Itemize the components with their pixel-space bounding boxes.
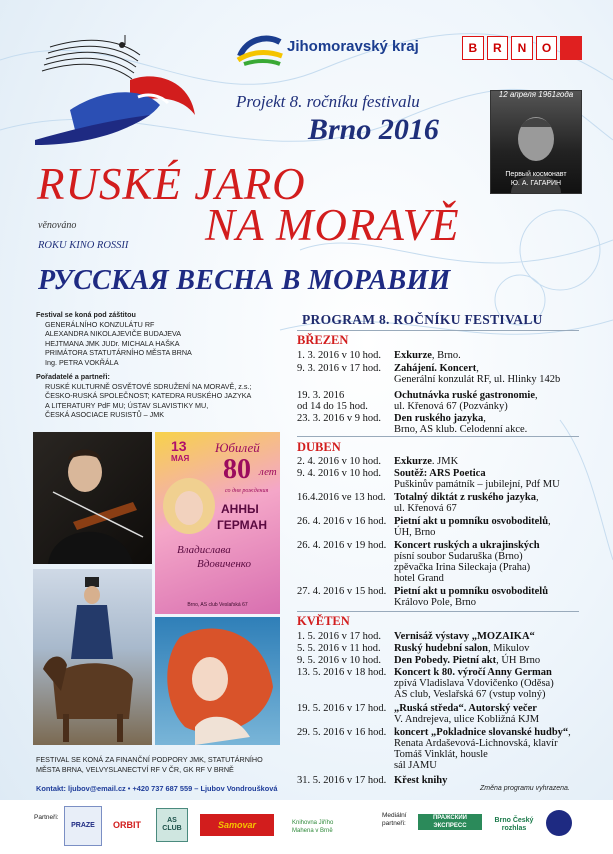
contact-line: Kontakt: ljubov@email.cz • +420 737 687 559 – Ljubov Vondroušková	[36, 784, 278, 793]
event-detail: ÚH, Brno	[394, 527, 436, 538]
support-line: MĚSTA BRNA, VELVYSLANECTVÍ RF V ČR, GK RF V BRNĚ	[36, 764, 234, 774]
brno-logo	[462, 36, 582, 62]
anna-german-poster	[155, 432, 280, 614]
event-text: . JMK	[431, 456, 459, 467]
patronage-title: Festival se koná pod záštitou	[36, 310, 136, 319]
event-title: Ochutnávka ruské gastronomie	[394, 390, 535, 401]
brno-bar	[560, 36, 582, 60]
event-detail: Generální konzulát RF, ul. Hlinky 142b	[394, 374, 561, 385]
organizer: RUSKÉ KULTURNĚ OSVĚTOVÉ SDRUŽENÍ NA MORAVĚ, z.s.;	[45, 381, 252, 391]
event-detail: písní soubor Sudaruška (Brno)	[394, 551, 523, 562]
event-date: 26. 4. 2016 v 16 hod.	[297, 516, 387, 527]
poster-80: 80	[223, 454, 251, 485]
poster-name-2: ГЕРМАН	[217, 518, 267, 532]
poster-name-1: АННЫ	[221, 502, 259, 516]
event-date: 19. 3. 2016	[297, 390, 345, 401]
red-hair-portrait	[155, 617, 280, 745]
event-title: Ruský hudební salon	[394, 643, 488, 654]
patronage-block	[36, 310, 286, 420]
event-detail: Brno, AS klub. Celodenní akce.	[394, 424, 528, 435]
event-detail: ul. Křenová 67 (Pozvánky)	[394, 401, 508, 412]
caption-line: Ю. А. ГАГАРИН	[510, 180, 562, 187]
caption-line: Первый космонавт	[505, 171, 567, 178]
media-partners-label: Mediální partneři:	[382, 812, 407, 827]
event-date: 9. 5. 2016 v 10 hod.	[297, 655, 381, 666]
event-detail: Královo Pole, Brno	[394, 597, 476, 608]
event-title: Zahájení. Koncert	[394, 363, 477, 374]
event-title: Vernisáž výstavy „MOZAIKA“	[394, 631, 535, 642]
event-title: Exkurze	[394, 350, 432, 361]
bird-music-logo	[30, 35, 205, 150]
poster-venue: Brno, AS club Veslařská 67	[187, 602, 248, 608]
event-date: 19. 5. 2016 v 17 hod.	[297, 703, 387, 714]
event-date: 9. 3. 2016 v 17 hod.	[297, 363, 381, 374]
event-title: Totalný diktát z ruského jazyka	[394, 492, 536, 503]
project-line: Projekt 8. ročníku festivalu	[236, 92, 420, 111]
brno-letter: B	[462, 36, 484, 60]
poster-jubilee: Юбилей	[215, 440, 260, 455]
divider	[297, 436, 579, 437]
event-title: „Ruská středa“. Autorský večer	[394, 703, 537, 714]
event-date: 29. 5. 2016 v 16 hod.	[297, 727, 387, 738]
organizer: A LITERATURY PdF MU; ÚSTAV SLAVISTIKY MU,	[45, 400, 209, 410]
event-title: Den ruského jazyka	[394, 413, 484, 424]
russian-title: РУССКАЯ ВЕСНА В МОРАВИИ	[38, 265, 451, 296]
event-detail: Tomáš Vinklát, housle	[394, 749, 488, 760]
event-date: 2. 4. 2016 v 10 hod.	[297, 456, 381, 467]
brno-letter: R	[487, 36, 509, 60]
organizers-title: Pořadatelé a partneři:	[36, 372, 110, 381]
patron: GENERÁLNÍHO KONZULÁTU RF	[45, 319, 155, 329]
organizer: ČESKÁ ASOCIACE RUSISTŮ – JMK	[45, 410, 165, 419]
event-date: 31. 5. 2016 v 17 hod.	[297, 775, 387, 786]
poster-month: МАЯ	[171, 454, 190, 463]
event-time: od 14 do 15 hod.	[297, 401, 368, 412]
event-title: koncert „Pokladnice slovanské hudby“	[394, 727, 569, 738]
event-date: 16.4.2016 ve 13 hod.	[297, 492, 386, 503]
patron: PRIMÁTORA STATUTÁRNÍHO MĚSTA BRNA	[45, 348, 192, 357]
event-detail: AS club, Veslařská 67 (vstup volný)	[394, 689, 546, 700]
poster-day: 13	[171, 438, 187, 454]
media-logo: ПРАЖСКИЙ ЭКСПРЕСС	[418, 814, 482, 830]
event-date: 26. 4. 2016 v 19 hod.	[297, 540, 387, 551]
divider	[297, 611, 579, 612]
media-emblem-icon	[546, 810, 572, 836]
partner-logo: Samovar	[200, 814, 274, 836]
event-text: , Brno.	[431, 350, 461, 361]
event-date: 5. 5. 2016 v 11 hod.	[297, 643, 381, 654]
event-date: 23. 3. 2016 v 9 hod.	[297, 413, 381, 424]
event-date: 13. 5. 2016 v 18 hod.	[297, 667, 387, 678]
program-title: PROGRAM 8. ROČNÍKU FESTIVALU	[302, 312, 543, 327]
month-heading: DUBEN	[297, 440, 341, 454]
organizer: ČESKO-RUSKÁ SPOLEČNOST; KATEDRA RUSKÉHO JAZYKA	[45, 391, 252, 400]
patron: ALEXANDRA NIKOLAJEVIČE BUDAJEVA	[45, 329, 182, 338]
event-text: ,	[548, 516, 551, 527]
event-detail: Renata Ardaševová-Lichnovská, klavír	[394, 738, 558, 749]
singer-portrait	[159, 476, 219, 536]
media-logo: Brno Český rozhlas	[494, 817, 534, 832]
poster-since-birth: со дня рождения	[225, 488, 269, 494]
event-detail: ul. Křenová 67	[394, 503, 457, 514]
event-title: Koncert k 80. výročí Anny German	[394, 667, 552, 678]
event-text: ,	[568, 727, 571, 738]
event-title: Exkurze	[394, 456, 432, 467]
event-text: , Mikulov	[487, 643, 530, 654]
brno-letter: O	[536, 36, 558, 60]
event-text: ,	[476, 363, 479, 374]
event-title: Pietní akt u pomníku osvoboditelů	[394, 516, 549, 527]
cossack-horse-photo	[33, 569, 152, 745]
event-detail: zpívá Vladislava Vdovičenko (Oděsa)	[394, 678, 554, 689]
event-date: 1. 3. 2016 v 10 hod.	[297, 350, 381, 361]
title-line-1: RUSKÉ JARO	[37, 159, 306, 209]
event-date: 27. 4. 2016 v 15 hod.	[297, 586, 387, 597]
event-detail: hotel Grand	[394, 573, 444, 584]
violinist-photo	[33, 432, 152, 564]
photo-caption-bottom	[492, 170, 580, 188]
poster-singer-1: Владислава	[177, 544, 231, 556]
partner-logo: ORBIT	[113, 820, 141, 830]
support-line: FESTIVAL SE KONÁ ZA FINANČNÍ PODPORY JMK, STATUTÁRNÍHO	[36, 755, 263, 764]
program-note: Změna programu vyhrazena.	[480, 785, 570, 792]
event-detail: sál JAMU	[394, 760, 437, 771]
event-title: Koncert ruských a ukrajinských	[394, 540, 540, 551]
partner-logo: PRAZE	[64, 806, 102, 846]
event-title: Soutěž: ARS Poetica	[394, 468, 486, 479]
poster-years: лет	[259, 466, 277, 478]
partners-footer	[0, 800, 613, 854]
event-date: 1. 5. 2016 v 17 hod.	[297, 631, 381, 642]
dedicated-to: ROKU KINO ROSSII	[38, 240, 129, 251]
divider	[297, 330, 579, 331]
photo-caption-top: 12 апреля 1961года	[498, 90, 574, 99]
event-text: ,	[535, 390, 538, 401]
patron: HEJTMANA JMK JUDr. MICHALA HAŠKA	[45, 338, 180, 348]
event-date: 9. 4. 2016 v 10 hod.	[297, 468, 381, 479]
event-title: Pietní akt u pomníku osvoboditelů	[394, 586, 549, 597]
title-line-2: NA MORAVĚ	[205, 200, 460, 250]
event-detail: zpěvačka Irina Sileckaja (Praha)	[394, 562, 531, 573]
poster-singer-2: Вдовиченко	[197, 558, 252, 570]
brno-letter: N	[511, 36, 533, 60]
dedicated-label: věnováno	[38, 220, 77, 231]
partner-logo: Knihovna Jiřího Mahena v Brně	[292, 820, 334, 834]
event-text: , ÚH Brno	[496, 655, 541, 666]
month-heading: KVĚTEN	[297, 614, 350, 628]
month-heading: BŘEZEN	[297, 333, 349, 347]
event-title: Den Pobedy. Pietní akt	[394, 655, 497, 666]
event-text: ,	[535, 492, 539, 503]
partner-logo: AS CLUB	[156, 808, 188, 842]
event-text: ,	[483, 413, 486, 424]
region-name: Jihomoravský kraj	[287, 38, 419, 55]
partners-label: Partneři:	[34, 814, 59, 821]
patron: Ing. PETRA VOKŘÁLA	[45, 357, 119, 367]
support-text	[36, 755, 296, 774]
event-detail: V. Andrejeva, ulice Kobližná KJM	[394, 714, 540, 725]
event-title: Křest knihy	[394, 775, 448, 786]
event-detail: Puškinův památník – jubilejní, Pdf MU	[394, 479, 560, 490]
city-year: Brno 2016	[308, 113, 439, 146]
